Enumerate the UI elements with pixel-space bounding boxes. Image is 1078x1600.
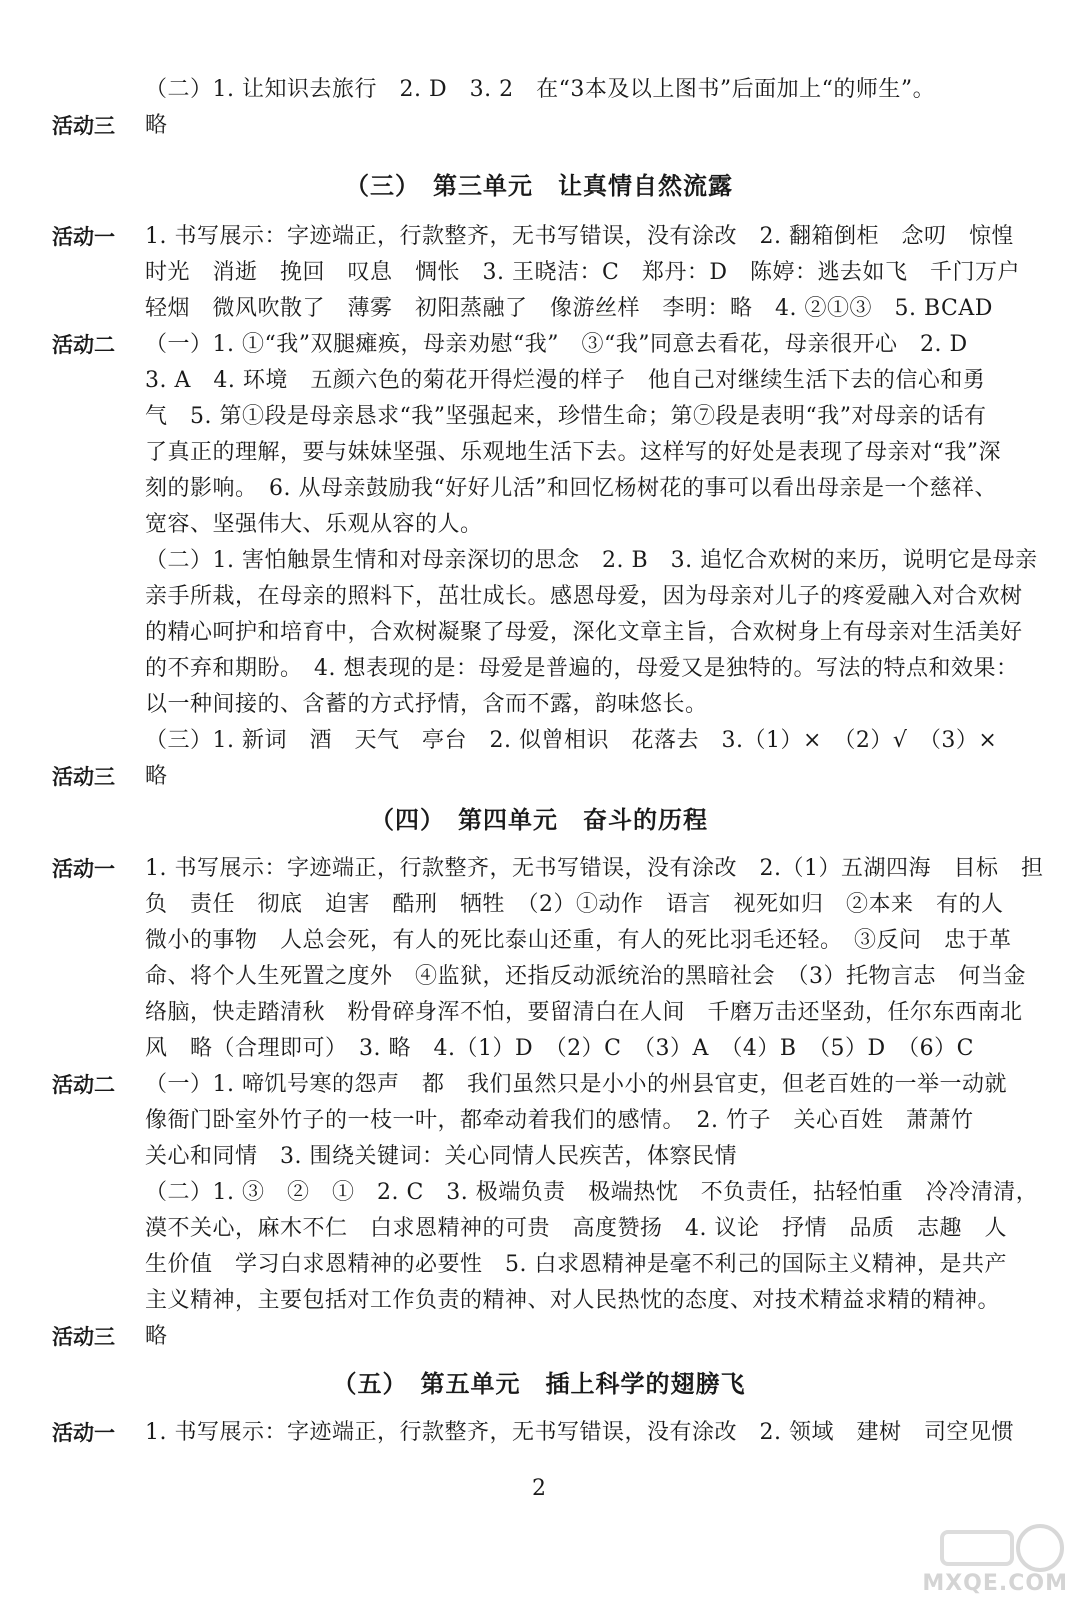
unit-heading: （五） 第五单元 插上科学的翅膀飞 xyxy=(332,1370,746,1398)
watermark-text: MXQE.COM xyxy=(922,1571,1068,1596)
text-line: （一）1. 啼饥号寒的怨声 都 我们虽然只是小小的州县官吏，但老百姓的一举一动就 xyxy=(145,1072,1007,1097)
activity-label: 活动二 xyxy=(52,333,115,357)
text-line: 以一种间接的、含蓄的方式抒情，含而不露，韵味悠长。 xyxy=(145,692,708,717)
text-line: 略 xyxy=(145,764,168,789)
text-line: 宽容、坚强伟大、乐观从容的人。 xyxy=(145,512,483,537)
text-line: 负 责任 彻底 迫害 酷刑 牺牲 （2）①动作 语言 视死如归 ②本来 有的人 xyxy=(145,892,1004,917)
text-line: 3. A 4. 环境 五颜六色的菊花开得烂漫的样子 他自己对继续生活下去的信心和勇 xyxy=(145,368,986,393)
activity-label: 活动一 xyxy=(52,1421,115,1445)
text-line: 气 5. 第①段是母亲恳求“我”坚强起来，珍惜生命；第⑦段是表明“我”对母亲的话有 xyxy=(145,404,987,429)
text-line: （二）1. 害怕触景生情和对母亲深切的思念 2. B 3. 追忆合欢树的来历，说明它是母亲 xyxy=(145,548,1038,573)
activity-label: 活动二 xyxy=(52,1073,115,1097)
activity-label: 活动三 xyxy=(52,765,115,789)
text-line: 刻的影响。 6. 从母亲鼓励我“好好儿活”和回忆杨树花的事可以看出母亲是一个慈祥、 xyxy=(145,476,997,501)
text-line: 命、将个人生死置之度外 ④监狱，还指反动派统治的黑暗社会 （3）托物言志 何当金 xyxy=(145,964,1027,989)
activity-label: 活动一 xyxy=(52,857,115,881)
activity-label: 活动三 xyxy=(52,114,115,138)
text-line: 1. 书写展示：字迹端正，行款整齐，无书写错误，没有涂改 2.（1）五湖四海 目标 担 xyxy=(145,856,1044,881)
text-line: 生价值 学习白求恩精神的必要性 5. 白求恩精神是毫不利己的国际主义精神，是共产 xyxy=(145,1252,1007,1277)
watermark-logo xyxy=(922,1518,1072,1596)
text-line: 1. 书写展示：字迹端正，行款整齐，无书写错误，没有涂改 2. 翻箱倒柜 念叨 惊惶 xyxy=(145,224,1014,249)
text-line: 1. 书写展示：字迹端正，行款整齐，无书写错误，没有涂改 2. 领域 建树 司空见惯 xyxy=(145,1420,1014,1445)
text-line: 的精心呵护和培育中，合欢树凝聚了母爱，深化文章主旨，合欢树身上有母亲对生活美好 xyxy=(145,620,1023,645)
text-line: （二）1. 让知识去旅行 2. D 3. 2 在“3本及以上图书”后面加上“的师生”。 xyxy=(145,77,936,102)
text-line: 关心和同情 3. 围绕关键词：关心同情人民疾苦，体察民情 xyxy=(145,1144,737,1169)
text-line: 的不弃和期盼。 4. 想表现的是：母爱是普遍的，母爱又是独特的。写法的特点和效果： xyxy=(145,656,1019,681)
activity-label: 活动三 xyxy=(52,1325,115,1349)
text-line: 络脑，快走踏清秋 粉骨碎身浑不怕，要留清白在人间 千磨万击还坚劲，任尔东西南北 xyxy=(145,1000,1023,1025)
text-line: 略 xyxy=(145,1324,168,1349)
text-line: 时光 消逝 挽回 叹息 惆怅 3. 王晓洁：C 郑丹：D 陈婷：逃去如飞 千门万户 xyxy=(145,260,1020,285)
page-number: 2 xyxy=(532,1476,546,1501)
text-line: 像衙门卧室外竹子的一枝一叶，都牵动着我们的感情。 2. 竹子 关心百姓 萧萧竹 xyxy=(145,1108,974,1133)
unit-heading: （三） 第三单元 让真情自然流露 xyxy=(345,172,733,200)
text-line: （三）1. 新词 酒 天气 亭台 2. 似曾相识 花落去 3.（1）× （2）√ （3）× xyxy=(145,728,998,753)
text-line: 轻烟 微风吹散了 薄雾 初阳蒸融了 像游丝样 李明：略 4. ②①③ 5. BCAD xyxy=(145,296,993,321)
text-line: （一）1. ①“我”双腿瘫痪，母亲劝慰“我” ③“我”同意去看花，母亲很开心 2. D xyxy=(145,332,968,357)
text-line: 了真正的理解，要与妹妹坚强、乐观地生活下去。这样写的好处是表现了母亲对“我”深 xyxy=(145,440,1001,465)
text-line: （二）1. ③ ② ① 2. C 3. 极端负责 极端热忱 不负责任，拈轻怕重 冷冷清清， xyxy=(145,1180,1039,1205)
unit-heading: （四） 第四单元 奋斗的历程 xyxy=(370,806,708,834)
activity-label: 活动一 xyxy=(52,225,115,249)
text-line: 主义精神，主要包括对工作负责的精神、对人民热忱的态度、对技术精益求精的精神。 xyxy=(145,1288,1001,1313)
text-line: 亲手所栽，在母亲的照料下，茁壮成长。感恩母爱，因为母亲对儿子的疼爱融入对合欢树 xyxy=(145,584,1023,609)
text-line: 微小的事物 人总会死，有人的死比泰山还重，有人的死比羽毛还轻。 ③反问 忠于革 xyxy=(145,928,1012,953)
text-line: 略 xyxy=(145,113,168,138)
text-line: 风 略（合理即可） 3. 略 4.（1）D （2）C （3）A （4）B （5）D （6）C xyxy=(145,1036,974,1061)
text-line: 漠不关心，麻木不仁 白求恩精神的可贵 高度赞扬 4. 议论 抒情 品质 志趣 人 xyxy=(145,1216,1007,1241)
